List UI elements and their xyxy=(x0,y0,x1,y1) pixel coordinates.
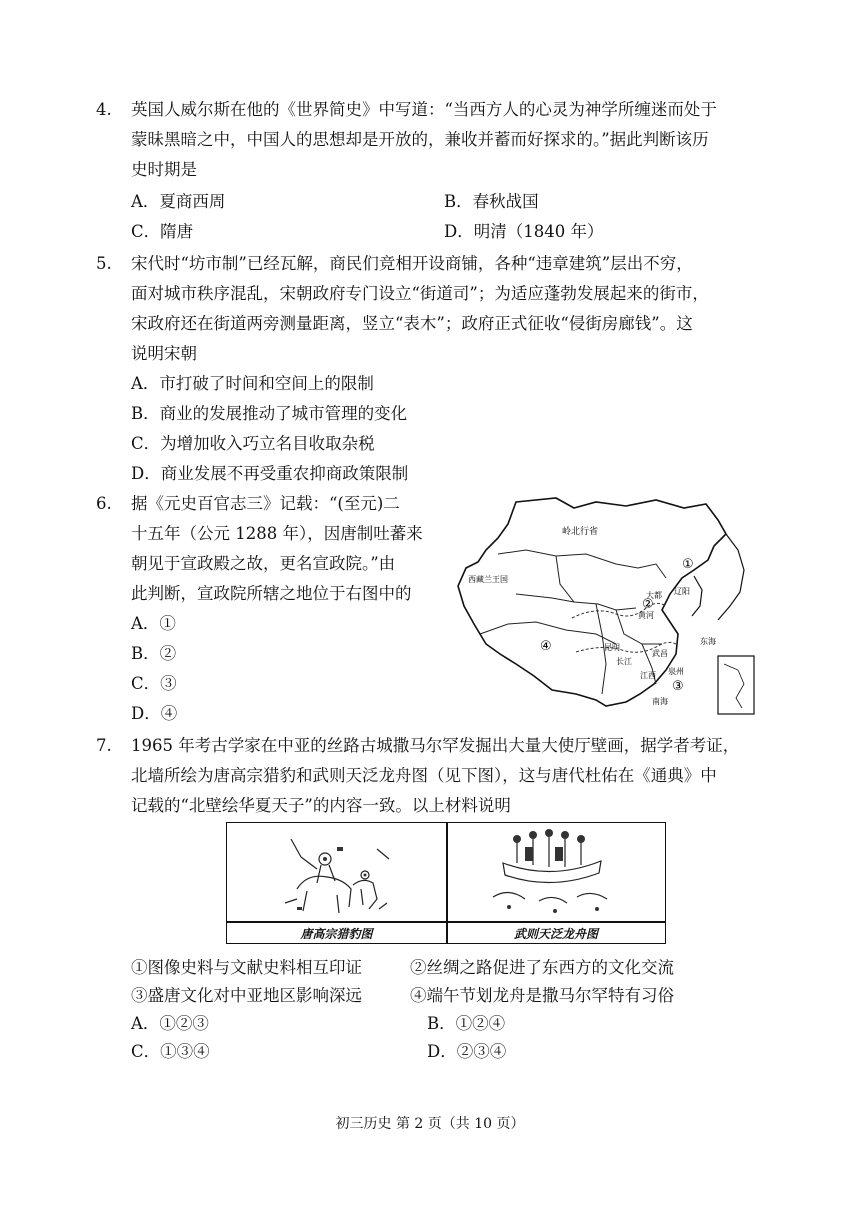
table-caption-rule xyxy=(227,921,665,923)
question-stem-line: 史时期是 xyxy=(131,160,197,179)
statement-4: ④端午节划龙舟是撒马尔罕特有习俗 xyxy=(410,986,674,1005)
figure-caption-dragon-boat: 武则天泛龙舟图 xyxy=(513,927,598,941)
question-stem-line: 北墙所绘为唐高宗猎豹和武则天泛龙舟图（见下图），这与唐代杜佑在《通典》中 xyxy=(131,766,717,785)
option-a: A．① xyxy=(131,614,176,633)
map-label-wuchang: 武昌 xyxy=(652,649,668,658)
map-label-kunming: 昆明 xyxy=(604,643,620,652)
map-label-east-sea: 东海 xyxy=(700,637,716,646)
statement-2: ②丝绸之路促进了东西方的文化交流 xyxy=(410,958,674,977)
map-label-south-sea: 南海 xyxy=(652,697,668,706)
option-d: D．④ xyxy=(131,704,178,723)
south-sea-inset xyxy=(718,656,754,714)
map-label-quanzhou: 泉州 xyxy=(668,667,684,676)
dragon-boat-mural-image xyxy=(489,827,613,917)
map-label-yellow-river: 黄河 xyxy=(638,611,654,620)
option-b: B．①②④ xyxy=(427,1014,506,1033)
option-d: D．明清（1840 年） xyxy=(444,222,604,241)
option-d: D．商业发展不再受重农抑商政策限制 xyxy=(131,464,409,483)
question-stem-line: 十五年（公元 1288 年），因唐制吐蕃来 xyxy=(131,524,423,543)
option-b: B．春秋战国 xyxy=(444,192,539,211)
question-stem-line: 朝见于宣政殿之故，更名宣政院。”由 xyxy=(131,554,396,573)
statement-3: ③盛唐文化对中亚地区影响深远 xyxy=(131,986,362,1005)
question-number: 5. xyxy=(96,254,112,273)
question-stem-line: 说明宋朝 xyxy=(131,344,197,363)
option-c: C．③ xyxy=(131,674,177,693)
page-footer: 初三历史 第 2 页（共 10 页） xyxy=(335,1116,525,1132)
question-stem-line: 面对城市秩序混乱，宋朝政府专门设立“街道司”；为适应蓬勃发展起来的街市， xyxy=(131,284,709,303)
question-stem-line: 宋代时“坊市制”已经瓦解，商民们竞相开设商铺，各种“违章建筑”层出不穷， xyxy=(131,254,693,273)
option-a: A．①②③ xyxy=(131,1014,209,1033)
map-label-yangtze: 长江 xyxy=(616,657,632,666)
yuan-dynasty-map xyxy=(456,494,756,718)
question-stem-line: 蒙昧黑暗之中，中国人的思想却是开放的，兼收并蓄而好探求的。”据此判断该历 xyxy=(131,130,709,149)
question-stem-line: 据《元史百官志三》记载：“(至元)二 xyxy=(131,494,400,513)
map-label-jiangxi: 江西 xyxy=(640,671,656,680)
map-marker-2: ② xyxy=(642,597,654,612)
hunting-mural-image xyxy=(277,829,397,917)
map-label-dadu: 大都 xyxy=(646,591,662,600)
option-c: C．隋唐 xyxy=(131,222,194,241)
option-a: A．夏商西周 xyxy=(131,192,226,211)
korea-japan-outline xyxy=(692,534,744,620)
option-b: B．② xyxy=(131,644,177,663)
option-c: C．①③④ xyxy=(131,1042,210,1061)
option-d: D．②③④ xyxy=(427,1042,507,1061)
internal-boundaries xyxy=(480,550,666,694)
question-stem-line: 宋政府还在街道两旁测量距离，竖立“表木”；政府正式征收“侵街房廊钱”。这 xyxy=(131,314,693,333)
map-label-kingdom: 西藏兰王国 xyxy=(468,575,508,584)
map-marker-3: ③ xyxy=(672,679,684,694)
question-stem-line: 记载的“北壁绘华夏天子”的内容一致。以上材料说明 xyxy=(131,796,511,815)
option-c: C．为增加收入巧立名目收取杂税 xyxy=(131,434,375,453)
question-stem-line: 1965 年考古学家在中亚的丝路古城撒马尔罕发掘出大量大使厅壁画，据学者考证， xyxy=(131,736,740,755)
figure-caption-hunting: 唐高宗猎豹图 xyxy=(300,927,373,941)
map-label-liaoyang: 辽阳 xyxy=(674,587,690,596)
mural-figure-table xyxy=(226,822,666,944)
question-number: 4. xyxy=(96,100,112,119)
question-number: 7. xyxy=(96,736,112,755)
question-number: 6. xyxy=(96,494,112,513)
question-stem-line: 英国人威尔斯在他的《世界简史》中写道：“当西方人的心灵为神学所缠迷而处于 xyxy=(131,100,717,119)
question-stem-line: 此判断，宣政院所辖之地位于右图中的 xyxy=(131,584,412,603)
option-a: A．市打破了时间和空间上的限制 xyxy=(131,374,374,393)
map-marker-1: ① xyxy=(682,557,694,572)
map-label-lingbei: 岭北行省 xyxy=(562,527,599,537)
option-b: B．商业的发展推动了城市管理的变化 xyxy=(131,404,408,423)
map-marker-4: ④ xyxy=(540,639,552,654)
statement-1: ①图像史料与文献史料相互印证 xyxy=(131,958,362,977)
